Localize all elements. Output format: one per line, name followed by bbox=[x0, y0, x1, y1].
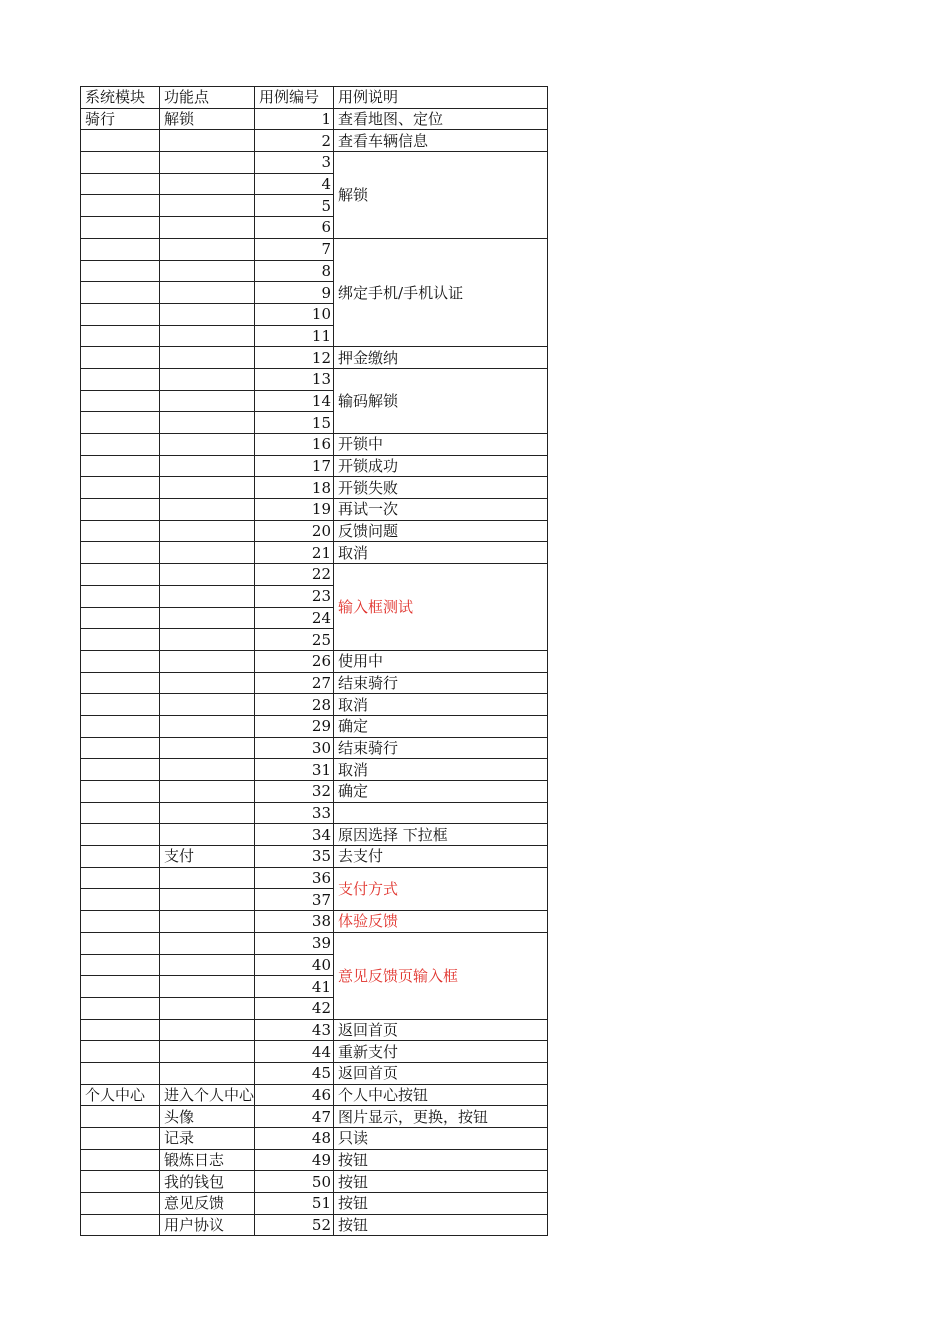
feature-cell[interactable]: 支付 bbox=[160, 846, 255, 868]
feature-cell[interactable] bbox=[160, 802, 255, 824]
module-cell[interactable] bbox=[81, 542, 160, 564]
case-id-cell[interactable]: 25 bbox=[255, 629, 334, 651]
module-cell[interactable] bbox=[81, 1214, 160, 1236]
module-cell[interactable] bbox=[81, 911, 160, 933]
case-id-cell[interactable]: 18 bbox=[255, 477, 334, 499]
table-row bbox=[81, 1062, 548, 1084]
case-id-cell[interactable]: 34 bbox=[255, 824, 334, 846]
module-cell[interactable] bbox=[81, 303, 160, 325]
case-id-cell[interactable]: 31 bbox=[255, 759, 334, 781]
feature-cell[interactable] bbox=[160, 889, 255, 911]
table-row bbox=[81, 650, 548, 672]
feature-cell[interactable]: 用户协议 bbox=[160, 1214, 255, 1236]
module-cell[interactable] bbox=[81, 130, 160, 152]
description-cell[interactable]: 重新支付 bbox=[334, 1041, 548, 1063]
description-cell[interactable]: 解锁 bbox=[334, 152, 548, 239]
feature-cell[interactable] bbox=[160, 867, 255, 889]
module-cell[interactable] bbox=[81, 477, 160, 499]
case-id-cell[interactable]: 27 bbox=[255, 672, 334, 694]
description-cell[interactable]: 结束骑行 bbox=[334, 737, 548, 759]
feature-cell[interactable] bbox=[160, 282, 255, 304]
case-id-cell[interactable]: 36 bbox=[255, 867, 334, 889]
description-cell[interactable]: 原因选择 下拉框 bbox=[334, 824, 548, 846]
case-id-cell[interactable]: 49 bbox=[255, 1149, 334, 1171]
table-row bbox=[81, 672, 548, 694]
module-cell[interactable] bbox=[81, 889, 160, 911]
feature-cell[interactable] bbox=[160, 520, 255, 542]
case-id-cell[interactable]: 3 bbox=[255, 152, 334, 174]
feature-cell[interactable] bbox=[160, 1041, 255, 1063]
table-row bbox=[81, 1106, 548, 1128]
case-id-cell[interactable]: 23 bbox=[255, 585, 334, 607]
test-case-table bbox=[80, 86, 548, 1236]
table-row bbox=[81, 802, 548, 824]
feature-cell[interactable] bbox=[160, 715, 255, 737]
case-id-cell[interactable]: 52 bbox=[255, 1214, 334, 1236]
description-cell[interactable]: 只读 bbox=[334, 1128, 548, 1150]
header-row bbox=[81, 87, 548, 109]
feature-cell[interactable] bbox=[160, 390, 255, 412]
description-cell[interactable]: 开锁成功 bbox=[334, 455, 548, 477]
case-id-cell[interactable]: 13 bbox=[255, 368, 334, 390]
module-cell[interactable] bbox=[81, 1171, 160, 1193]
case-id-cell[interactable]: 24 bbox=[255, 607, 334, 629]
case-id-cell[interactable]: 39 bbox=[255, 932, 334, 954]
case-id-cell[interactable]: 35 bbox=[255, 846, 334, 868]
case-id-cell[interactable]: 10 bbox=[255, 303, 334, 325]
module-cell[interactable] bbox=[81, 824, 160, 846]
table-row bbox=[81, 911, 548, 933]
module-cell[interactable] bbox=[81, 347, 160, 369]
description-cell[interactable]: 确定 bbox=[334, 715, 548, 737]
module-cell[interactable] bbox=[81, 954, 160, 976]
feature-cell[interactable] bbox=[160, 412, 255, 434]
feature-cell[interactable] bbox=[160, 629, 255, 651]
table-row bbox=[81, 542, 548, 564]
module-cell[interactable] bbox=[81, 195, 160, 217]
case-id-cell[interactable]: 38 bbox=[255, 911, 334, 933]
feature-cell[interactable] bbox=[160, 542, 255, 564]
feature-cell[interactable] bbox=[160, 499, 255, 521]
case-id-cell[interactable]: 9 bbox=[255, 282, 334, 304]
feature-cell[interactable] bbox=[160, 455, 255, 477]
description-cell[interactable]: 按钮 bbox=[334, 1171, 548, 1193]
description-cell[interactable]: 再试一次 bbox=[334, 499, 548, 521]
module-cell[interactable]: 个人中心 bbox=[81, 1084, 160, 1106]
table-row bbox=[81, 1128, 548, 1150]
feature-cell[interactable] bbox=[160, 954, 255, 976]
table-row bbox=[81, 781, 548, 803]
case-id-cell[interactable]: 46 bbox=[255, 1084, 334, 1106]
case-id-cell[interactable]: 50 bbox=[255, 1171, 334, 1193]
case-id-cell[interactable]: 43 bbox=[255, 1019, 334, 1041]
case-id-cell[interactable]: 33 bbox=[255, 802, 334, 824]
feature-cell[interactable] bbox=[160, 564, 255, 586]
description-cell[interactable]: 体验反馈 bbox=[334, 911, 548, 933]
description-cell[interactable]: 开锁失败 bbox=[334, 477, 548, 499]
table-row bbox=[81, 108, 548, 130]
case-id-cell[interactable]: 16 bbox=[255, 434, 334, 456]
feature-cell[interactable] bbox=[160, 932, 255, 954]
feature-cell[interactable]: 解锁 bbox=[160, 108, 255, 130]
case-id-cell[interactable]: 17 bbox=[255, 455, 334, 477]
table-row bbox=[81, 824, 548, 846]
module-cell[interactable] bbox=[81, 368, 160, 390]
feature-cell[interactable] bbox=[160, 434, 255, 456]
case-id-cell[interactable]: 51 bbox=[255, 1193, 334, 1215]
feature-cell[interactable] bbox=[160, 1019, 255, 1041]
table-row bbox=[81, 1019, 548, 1041]
feature-cell[interactable] bbox=[160, 781, 255, 803]
case-id-cell[interactable]: 21 bbox=[255, 542, 334, 564]
description-cell[interactable]: 绑定手机/手机认证 bbox=[334, 238, 548, 346]
case-id-cell[interactable]: 2 bbox=[255, 130, 334, 152]
test-case-sheet bbox=[80, 86, 548, 1236]
table-row bbox=[81, 1214, 548, 1236]
case-id-cell[interactable]: 1 bbox=[255, 108, 334, 130]
module-cell[interactable] bbox=[81, 997, 160, 1019]
case-id-cell[interactable]: 37 bbox=[255, 889, 334, 911]
module-cell[interactable] bbox=[81, 672, 160, 694]
description-cell[interactable]: 输入框测试 bbox=[334, 564, 548, 651]
feature-cell[interactable] bbox=[160, 303, 255, 325]
table-row bbox=[81, 455, 548, 477]
table-row bbox=[81, 1041, 548, 1063]
description-cell[interactable]: 支付方式 bbox=[334, 867, 548, 910]
case-id-cell[interactable]: 14 bbox=[255, 390, 334, 412]
description-cell[interactable]: 按钮 bbox=[334, 1149, 548, 1171]
feature-cell[interactable] bbox=[160, 1062, 255, 1084]
module-cell[interactable] bbox=[81, 1128, 160, 1150]
module-cell[interactable] bbox=[81, 715, 160, 737]
case-id-cell[interactable]: 47 bbox=[255, 1106, 334, 1128]
table-row bbox=[81, 737, 548, 759]
feature-cell[interactable] bbox=[160, 911, 255, 933]
description-cell[interactable]: 去支付 bbox=[334, 846, 548, 868]
module-cell[interactable] bbox=[81, 737, 160, 759]
description-cell[interactable]: 返回首页 bbox=[334, 1019, 548, 1041]
case-id-cell[interactable]: 20 bbox=[255, 520, 334, 542]
module-cell[interactable] bbox=[81, 846, 160, 868]
feature-cell[interactable] bbox=[160, 195, 255, 217]
module-cell[interactable] bbox=[81, 217, 160, 239]
feature-cell[interactable] bbox=[160, 238, 255, 260]
module-cell[interactable] bbox=[81, 867, 160, 889]
feature-cell[interactable] bbox=[160, 737, 255, 759]
module-cell[interactable] bbox=[81, 1106, 160, 1128]
feature-cell[interactable]: 锻炼日志 bbox=[160, 1149, 255, 1171]
feature-cell[interactable] bbox=[160, 607, 255, 629]
module-cell[interactable] bbox=[81, 499, 160, 521]
description-cell[interactable]: 返回首页 bbox=[334, 1062, 548, 1084]
description-cell[interactable]: 图片显示，更换，按钮 bbox=[334, 1106, 548, 1128]
table-row bbox=[81, 477, 548, 499]
module-cell[interactable] bbox=[81, 520, 160, 542]
case-id-cell[interactable]: 11 bbox=[255, 325, 334, 347]
module-cell[interactable] bbox=[81, 1149, 160, 1171]
description-cell[interactable] bbox=[334, 802, 548, 824]
module-cell[interactable] bbox=[81, 802, 160, 824]
feature-cell[interactable] bbox=[160, 152, 255, 174]
case-id-cell[interactable]: 48 bbox=[255, 1128, 334, 1150]
module-cell[interactable] bbox=[81, 282, 160, 304]
feature-cell[interactable] bbox=[160, 585, 255, 607]
case-id-cell[interactable]: 15 bbox=[255, 412, 334, 434]
module-cell[interactable] bbox=[81, 1193, 160, 1215]
feature-cell[interactable] bbox=[160, 347, 255, 369]
table-row bbox=[81, 368, 548, 390]
module-cell[interactable] bbox=[81, 932, 160, 954]
table-row bbox=[81, 347, 548, 369]
description-cell[interactable]: 确定 bbox=[334, 781, 548, 803]
feature-cell[interactable]: 进入个人中心 bbox=[160, 1084, 255, 1106]
description-cell[interactable]: 反馈问题 bbox=[334, 520, 548, 542]
feature-cell[interactable] bbox=[160, 824, 255, 846]
module-cell[interactable] bbox=[81, 434, 160, 456]
feature-cell[interactable] bbox=[160, 694, 255, 716]
case-id-cell[interactable]: 45 bbox=[255, 1062, 334, 1084]
case-id-cell[interactable]: 29 bbox=[255, 715, 334, 737]
module-cell[interactable] bbox=[81, 564, 160, 586]
module-cell[interactable] bbox=[81, 629, 160, 651]
table-row bbox=[81, 520, 548, 542]
table-row bbox=[81, 694, 548, 716]
module-cell[interactable] bbox=[81, 650, 160, 672]
feature-cell[interactable] bbox=[160, 759, 255, 781]
module-cell[interactable] bbox=[81, 238, 160, 260]
module-cell[interactable] bbox=[81, 759, 160, 781]
feature-cell[interactable] bbox=[160, 325, 255, 347]
description-cell[interactable]: 使用中 bbox=[334, 650, 548, 672]
module-cell[interactable] bbox=[81, 412, 160, 434]
case-id-cell[interactable]: 8 bbox=[255, 260, 334, 282]
feature-cell[interactable] bbox=[160, 217, 255, 239]
module-cell[interactable] bbox=[81, 781, 160, 803]
description-cell[interactable]: 取消 bbox=[334, 694, 548, 716]
case-id-cell[interactable]: 7 bbox=[255, 238, 334, 260]
case-id-cell[interactable]: 5 bbox=[255, 195, 334, 217]
description-cell[interactable]: 查看地图、定位 bbox=[334, 108, 548, 130]
table-row bbox=[81, 238, 548, 260]
feature-cell[interactable] bbox=[160, 477, 255, 499]
module-cell[interactable] bbox=[81, 325, 160, 347]
module-cell[interactable]: 骑行 bbox=[81, 108, 160, 130]
header-description[interactable]: 用例说明 bbox=[334, 87, 548, 109]
case-id-cell[interactable]: 40 bbox=[255, 954, 334, 976]
description-cell[interactable]: 按钮 bbox=[334, 1214, 548, 1236]
module-cell[interactable] bbox=[81, 607, 160, 629]
header-case-id[interactable]: 用例编号 bbox=[255, 87, 334, 109]
description-cell[interactable]: 取消 bbox=[334, 542, 548, 564]
table-row bbox=[81, 932, 548, 954]
table-row bbox=[81, 499, 548, 521]
feature-cell[interactable]: 意见反馈 bbox=[160, 1193, 255, 1215]
feature-cell[interactable] bbox=[160, 672, 255, 694]
case-id-cell[interactable]: 6 bbox=[255, 217, 334, 239]
case-id-cell[interactable]: 19 bbox=[255, 499, 334, 521]
description-cell[interactable]: 按钮 bbox=[334, 1193, 548, 1215]
feature-cell[interactable] bbox=[160, 260, 255, 282]
case-id-cell[interactable]: 12 bbox=[255, 347, 334, 369]
header-module[interactable]: 系统模块 bbox=[81, 87, 160, 109]
module-cell[interactable] bbox=[81, 1062, 160, 1084]
feature-cell[interactable]: 头像 bbox=[160, 1106, 255, 1128]
description-cell[interactable]: 开锁中 bbox=[334, 434, 548, 456]
module-cell[interactable] bbox=[81, 455, 160, 477]
description-cell[interactable]: 结束骑行 bbox=[334, 672, 548, 694]
table-row bbox=[81, 1084, 548, 1106]
module-cell[interactable] bbox=[81, 390, 160, 412]
case-id-cell[interactable]: 32 bbox=[255, 781, 334, 803]
module-cell[interactable] bbox=[81, 585, 160, 607]
description-cell[interactable]: 押金缴纳 bbox=[334, 347, 548, 369]
feature-cell[interactable] bbox=[160, 173, 255, 195]
feature-cell[interactable] bbox=[160, 368, 255, 390]
table-row bbox=[81, 715, 548, 737]
feature-cell[interactable] bbox=[160, 650, 255, 672]
case-id-cell[interactable]: 22 bbox=[255, 564, 334, 586]
table-row bbox=[81, 564, 548, 586]
module-cell[interactable] bbox=[81, 1019, 160, 1041]
case-id-cell[interactable]: 28 bbox=[255, 694, 334, 716]
table-row bbox=[81, 152, 548, 174]
feature-cell[interactable] bbox=[160, 997, 255, 1019]
module-cell[interactable] bbox=[81, 152, 160, 174]
table-row bbox=[81, 1193, 548, 1215]
case-id-cell[interactable]: 4 bbox=[255, 173, 334, 195]
table-row bbox=[81, 130, 548, 152]
table-row bbox=[81, 759, 548, 781]
feature-cell[interactable] bbox=[160, 130, 255, 152]
feature-cell[interactable]: 记录 bbox=[160, 1128, 255, 1150]
description-cell[interactable]: 意见反馈页输入框 bbox=[334, 932, 548, 1019]
table-row bbox=[81, 846, 548, 868]
table-row bbox=[81, 1149, 548, 1171]
description-cell[interactable]: 取消 bbox=[334, 759, 548, 781]
table-row bbox=[81, 434, 548, 456]
case-id-cell[interactable]: 30 bbox=[255, 737, 334, 759]
description-cell[interactable]: 输码解锁 bbox=[334, 368, 548, 433]
feature-cell[interactable]: 我的钱包 bbox=[160, 1171, 255, 1193]
table-row bbox=[81, 1171, 548, 1193]
feature-cell[interactable] bbox=[160, 976, 255, 998]
module-cell[interactable] bbox=[81, 976, 160, 998]
header-feature[interactable]: 功能点 bbox=[160, 87, 255, 109]
module-cell[interactable] bbox=[81, 260, 160, 282]
table-body bbox=[81, 108, 548, 1236]
module-cell[interactable] bbox=[81, 173, 160, 195]
description-cell[interactable]: 查看车辆信息 bbox=[334, 130, 548, 152]
module-cell[interactable] bbox=[81, 694, 160, 716]
module-cell[interactable] bbox=[81, 1041, 160, 1063]
case-id-cell[interactable]: 42 bbox=[255, 997, 334, 1019]
case-id-cell[interactable]: 44 bbox=[255, 1041, 334, 1063]
description-cell[interactable]: 个人中心按钮 bbox=[334, 1084, 548, 1106]
case-id-cell[interactable]: 41 bbox=[255, 976, 334, 998]
case-id-cell[interactable]: 26 bbox=[255, 650, 334, 672]
table-row bbox=[81, 867, 548, 889]
